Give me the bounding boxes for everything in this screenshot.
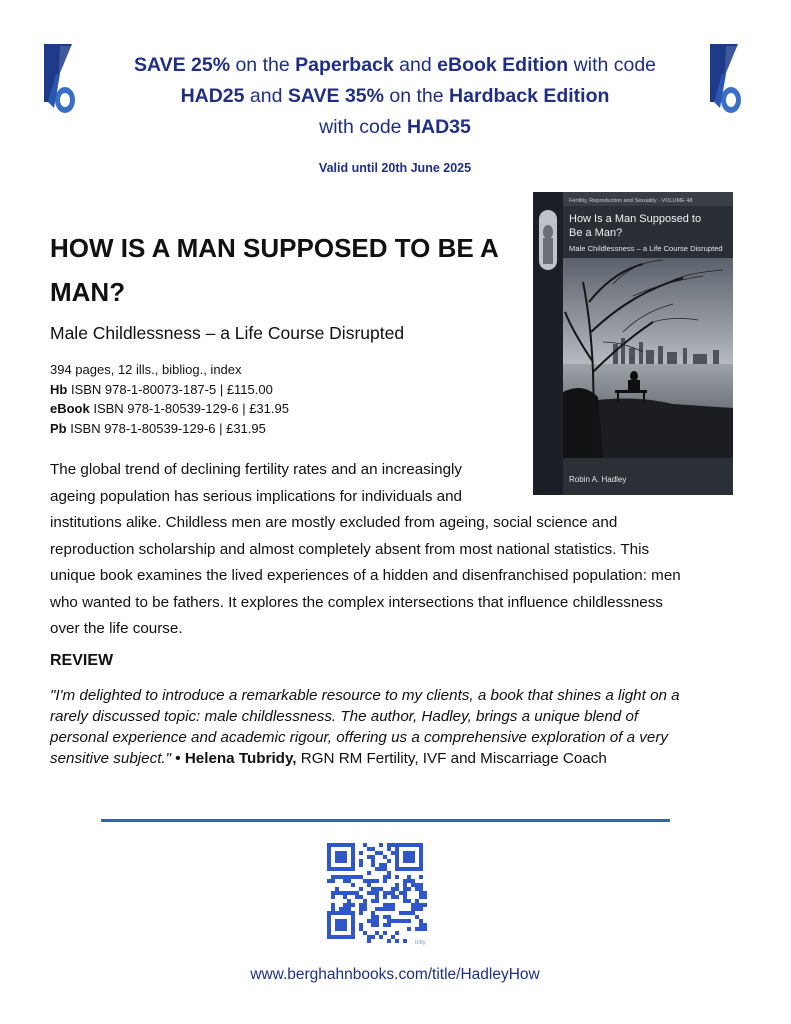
promo-line-1: SAVE 25% on the Paperback and eBook Edition with code — [133, 54, 657, 76]
page-count: 394 pages, 12 ills., bibliog., index — [50, 362, 242, 377]
book-description: The global trend of declining fertility rates and an increasingly ageing population has serious implications for individuals and institutions alike. Childless men are mostly excluded from ageing, social science and reproduction scholarship and almost completely absent from most national statistics. This unique book examines the lived experiences of a hidden and disenfranchised population: men who wanted to be fathers. It explores the complex intersections that influence childlessness over the life course. — [50, 461, 681, 637]
cover-author: Robin A. Hadley — [569, 475, 627, 484]
book-meta — [50, 360, 289, 438]
reviewer-title: RGN RM Fertility, IVF and Miscarriage Coach — [296, 750, 607, 767]
cover-title-line-1: How Is a Man Supposed to — [569, 213, 702, 225]
qr-bitly-label: bitly — [415, 940, 426, 946]
promo-valid-date: Valid until 20th June 2025 — [318, 161, 472, 175]
review-heading: REVIEW — [50, 652, 114, 669]
edition-paperback: Pb ISBN 978-1-80539-129-6 | £31.95 — [50, 420, 266, 436]
book-subtitle: Male Childlessness – a Life Course Disrupted — [50, 323, 405, 343]
promo-line-3: with code HAD35 — [319, 116, 471, 138]
reviewer-name: Helena Tubridy, — [184, 750, 297, 767]
berghahn-logo-icon — [44, 44, 78, 116]
cover-title-line-2: Be a Man? — [569, 227, 623, 239]
book-url-link[interactable]: www.berghahnbooks.com/title/HadleyHow — [250, 966, 540, 983]
edition-hardback: Hb ISBN 978-1-80073-187-5 | £115.00 — [50, 381, 273, 397]
cover-subtitle: Male Childlessness – a Life Course Disrupted — [569, 244, 723, 253]
promo-banner — [95, 50, 695, 143]
berghahn-logo-icon — [710, 44, 744, 116]
section-divider — [101, 819, 670, 822]
book-title: HOW IS A MAN SUPPOSED TO BE A MAN? — [50, 233, 499, 307]
cover-series-text: Fertility, Reproduction and Sexuality · VOLUME 48 — [569, 198, 693, 204]
qr-code[interactable] — [327, 843, 431, 947]
book-cover-image — [533, 192, 733, 495]
edition-ebook: eBook ISBN 978-1-80539-129-6 | £31.95 — [50, 401, 289, 416]
promo-line-2: HAD25 and SAVE 35% on the Hardback Edition — [180, 85, 610, 107]
review-quote: "I'm delighted to introduce a remarkable resource to my clients, a book that shines a light on a rarely discussed topic: male childlessness. The author, Hadley, brings a unique blend of personal experience and academic rigour, offering us a comprehensive exploration of a very sensitive subject." • Helena Tubridy, RGN RM Fertility, IVF and Miscarriage Coach — [50, 687, 680, 767]
